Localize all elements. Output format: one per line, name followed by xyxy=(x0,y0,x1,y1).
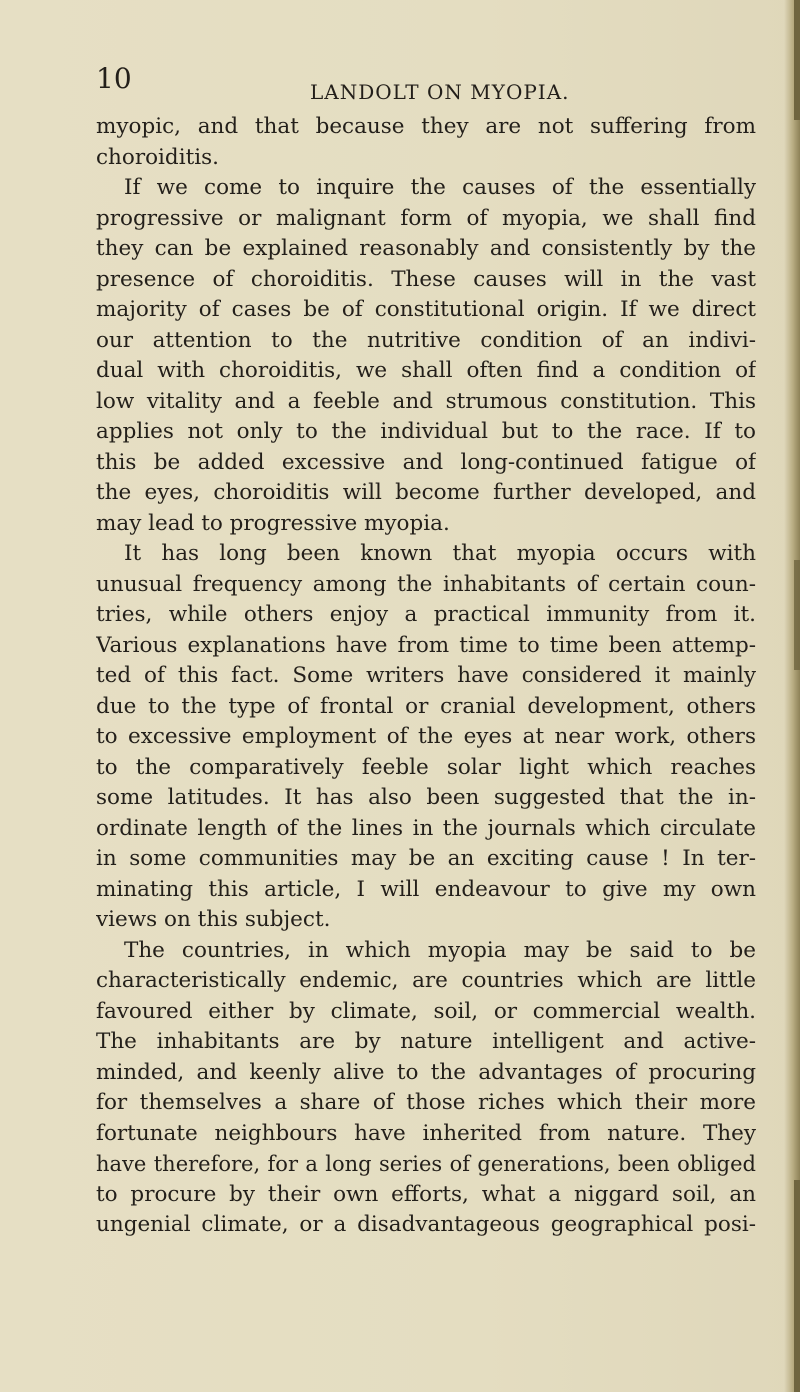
text-line: may lead to progressive myopia. xyxy=(96,510,450,536)
page-edge-bar xyxy=(794,1180,800,1392)
text-line: this be added excessive and long-continued fatigue of xyxy=(96,449,756,475)
text-line: If we come to inquire the causes of the essentially xyxy=(124,175,756,200)
text-line: some latitudes. It has also been suggested that the in- xyxy=(96,785,756,810)
page-number: 10 xyxy=(96,62,132,95)
text-line: ordinate length of the lines in the journals which circulate xyxy=(96,815,756,841)
text-line: tries, while others enjoy a practical immunity from it. xyxy=(96,602,756,627)
text-line: to the comparatively feeble solar light which reaches xyxy=(96,754,756,780)
body-text xyxy=(96,112,756,1241)
text-line: have therefore, for a long series of generations, been obliged xyxy=(96,1152,756,1176)
text-line: due to the type of frontal or cranial development, others xyxy=(96,693,756,719)
text-line: applies not only to the individual but to the race. If to xyxy=(96,419,756,444)
text-line: It has long been known that myopia occurs with xyxy=(124,541,756,566)
text-line: favoured either by climate, soil, or commercial wealth. xyxy=(96,998,756,1024)
text-line: to excessive employment of the eyes at near work, others xyxy=(96,724,756,749)
text-line: our attention to the nutritive condition of an indivi- xyxy=(96,327,756,353)
text-line: characteristically endemic, are countries which are little xyxy=(96,968,756,993)
text-line: ungenial climate, or a disadvantageous geographical posi- xyxy=(96,1212,756,1237)
text-line: in some communities may be an exciting cause ! In ter- xyxy=(96,846,756,871)
text-line: The inhabitants are by nature intelligent and active- xyxy=(96,1029,756,1054)
text-line: minating this article, I will endeavour to give my own xyxy=(96,876,756,902)
page-edge-bar xyxy=(794,560,800,670)
text-line: for themselves a share of those riches which their more xyxy=(96,1090,756,1115)
text-line: views on this subject. xyxy=(96,907,331,932)
text-line: unusual frequency among the inhabitants of certain coun- xyxy=(96,571,756,597)
text-line: minded, and keenly alive to the advantages of procuring xyxy=(96,1059,756,1085)
text-line: progressive or malignant form of myopia, we shall find xyxy=(96,205,756,231)
text-line: low vitality and a feeble and strumous constitution. This xyxy=(96,388,756,414)
text-line: to procure by their own efforts, what a niggard soil, an xyxy=(96,1181,756,1207)
text-line: The countries, in which myopia may be said to be xyxy=(124,937,756,963)
text-line: fortunate neighbours have inherited from nature. They xyxy=(96,1120,756,1146)
text-line: majority of cases be of constitutional origin. If we direct xyxy=(96,297,756,322)
text-line: dual with choroiditis, we shall often find a condition of xyxy=(96,358,756,383)
text-line: presence of choroiditis. These causes will in the vast xyxy=(96,266,756,292)
running-head: LANDOLT ON MYOPIA. xyxy=(310,80,570,104)
text-line: the eyes, choroiditis will become further developed, and xyxy=(96,480,756,505)
page-header xyxy=(96,62,756,102)
text-line: choroiditis. xyxy=(96,144,219,170)
text-line: Various explanations have from time to time been attemp- xyxy=(96,632,756,658)
text-line: myopic, and that because they are not suffering from xyxy=(96,114,756,139)
text-line: ted of this fact. Some writers have considered it mainly xyxy=(96,663,756,688)
text-line: they can be explained reasonably and consistently by the xyxy=(96,236,756,261)
page-edge-bar xyxy=(794,0,800,120)
